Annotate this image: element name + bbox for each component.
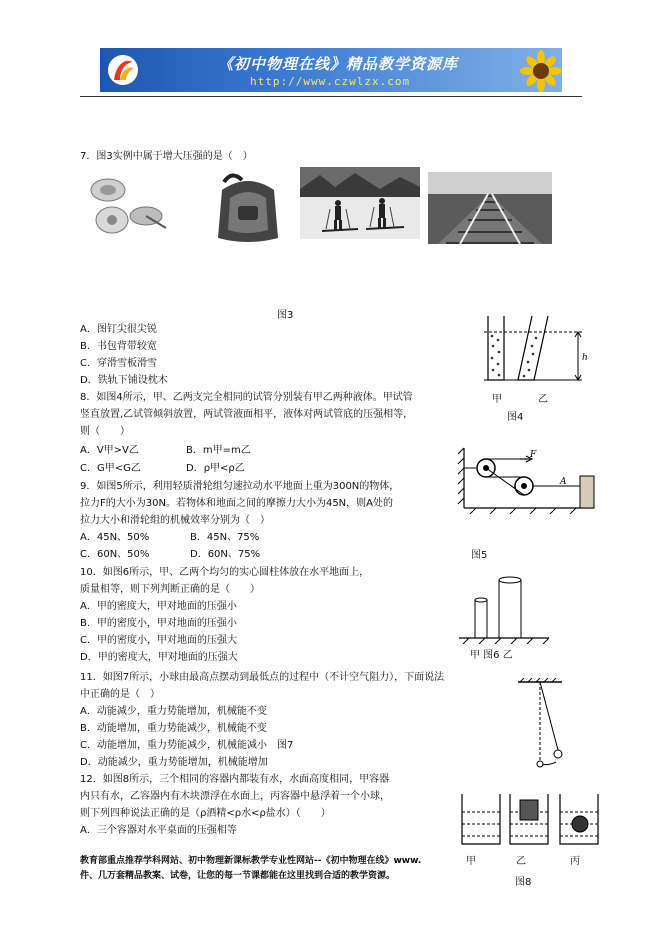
q11-line-2: 中正确的是（ ）	[80, 689, 160, 700]
cylinders-figure	[455, 572, 555, 644]
tube-label-yi: 乙	[538, 394, 548, 405]
q9-option-b[interactable]: B．45N、75%	[190, 532, 260, 543]
q7-option-c[interactable]: C．穿滑雪板滑雪	[80, 358, 157, 369]
q11-option-d[interactable]: D．动能减少，重力势能增加，机械能增加	[80, 757, 268, 768]
q12-line-1: 12．如图8所示，三个相同的容器内都装有水，水面高度相同，甲容器	[80, 774, 390, 785]
q10-line-1: 10．如图6所示，甲、乙两个均匀的实心圆柱体放在水平地面上，	[80, 567, 370, 578]
q11-option-a[interactable]: A．动能减少，重力势能增加，机械能不变	[80, 706, 267, 717]
q10-line-2: 质量相等，则下列判断正确的是（ ）	[80, 584, 260, 595]
q9-figure-caption: 图5	[471, 550, 488, 561]
container-label-bing: 丙	[570, 856, 580, 867]
q12-line-2: 内只有水，乙容器内有木块漂浮在水面上，丙容器中悬浮着一个小球，	[80, 791, 390, 802]
railway-photo	[428, 172, 552, 244]
q8-option-b[interactable]: B．m甲=m乙	[186, 445, 251, 456]
q11-option-b[interactable]: B．动能增加，重力势能减少，机械能不变	[80, 723, 267, 734]
q12-figure-caption: 图8	[515, 877, 532, 888]
q7-figure-caption: 图3	[277, 310, 294, 321]
q8-line-3: 则（ ）	[80, 426, 130, 437]
q10-figure-caption: 甲 图6 乙	[470, 650, 513, 661]
q12-line-3: 则下列四种说法正确的是（ρ酒精<ρ水<ρ盐水）（ ）	[80, 808, 331, 819]
container-label-jia: 甲	[466, 856, 476, 867]
banner-url[interactable]: http://www.czwlzx.com	[250, 75, 411, 88]
q12-option-a[interactable]: A．三个容器对水平桌面的压强相等	[80, 825, 237, 836]
footer-line-1: 教育部重点推荐学科网站、初中物理新课标教学专业性网站--《初中物理在线》www.	[80, 856, 422, 866]
q10-option-b[interactable]: B．甲的密度小，甲对地面的压强小	[80, 618, 237, 629]
containers-figure	[456, 790, 606, 848]
q11-option-c[interactable]: C．动能增加，重力势能减少，机械能减小 图7	[80, 740, 294, 751]
q7-option-d[interactable]: D．铁轨下铺设枕木	[80, 375, 168, 386]
q8-figure-caption: 图4	[507, 412, 524, 423]
skiers-photo	[300, 167, 420, 239]
q10-option-a[interactable]: A．甲的密度大，甲对地面的压强小	[80, 601, 237, 612]
q9-line-1: 9．如图5所示，利用轻质滑轮组匀速拉动水平地面上重为300N的物体，	[80, 481, 400, 492]
thumbtack-photo	[80, 170, 170, 238]
q8-line-1: 8．如图4所示，甲、乙两支完全相同的试管分别装有甲乙两种液体。甲试管	[80, 392, 413, 403]
q8-line-2: 竖直放置,乙试管倾斜放置，两试管液面相平，液体对两试管底的压强相等，	[80, 409, 414, 420]
q9-option-d[interactable]: D．60N、75%	[190, 549, 261, 560]
force-f-label: F	[530, 450, 537, 460]
pendulum-figure	[512, 678, 582, 770]
test-tubes-figure	[478, 312, 590, 390]
footer-line-2: 件、几万套精品教案、试卷，让您的每一节课都能在这里找到合适的教学资源。	[80, 871, 396, 881]
pulley-figure	[456, 446, 596, 514]
point-a-label: A	[560, 477, 567, 487]
q7-stem: 7．图3实例中属于增大压强的是（ ）	[80, 151, 253, 162]
banner-title: 《初中物理在线》精品教学资源库	[218, 55, 459, 73]
tube-label-jia: 甲	[492, 394, 502, 405]
backpack-photo	[208, 170, 288, 246]
q9-line-3: 拉力大小和滑轮组的机械效率分别为（ ）	[80, 515, 270, 526]
q9-option-a[interactable]: A．45N、50%	[80, 532, 150, 543]
q7-option-a[interactable]: A．图钉尖很尖锐	[80, 324, 157, 335]
q9-line-2: 拉力F的大小为30N。若物体和地面之间的摩擦力大小为45N，则A处的	[80, 498, 394, 509]
q8-option-d[interactable]: D．ρ甲<ρ乙	[186, 463, 245, 474]
site-logo-icon	[106, 52, 140, 88]
sunflower-icon	[520, 50, 562, 92]
q11-line-1: 11．如图7所示，小球由最高点摆动到最低点的过程中（不计空气阻力），下面说法	[80, 672, 445, 683]
h-label: h	[582, 353, 588, 363]
container-label-yi: 乙	[516, 856, 526, 867]
header-banner	[100, 48, 562, 92]
q10-option-d[interactable]: D．甲的密度大，甲对地面的压强大	[80, 652, 238, 663]
q7-option-b[interactable]: B．书包背带较宽	[80, 341, 157, 352]
header-rule	[80, 96, 582, 97]
q8-option-a[interactable]: A．V甲>V乙	[80, 445, 139, 456]
q9-option-c[interactable]: C．60N、50%	[80, 549, 150, 560]
q8-option-c[interactable]: C．G甲<G乙	[80, 463, 141, 474]
q10-option-c[interactable]: C．甲的密度小，甲对地面的压强大	[80, 635, 237, 646]
